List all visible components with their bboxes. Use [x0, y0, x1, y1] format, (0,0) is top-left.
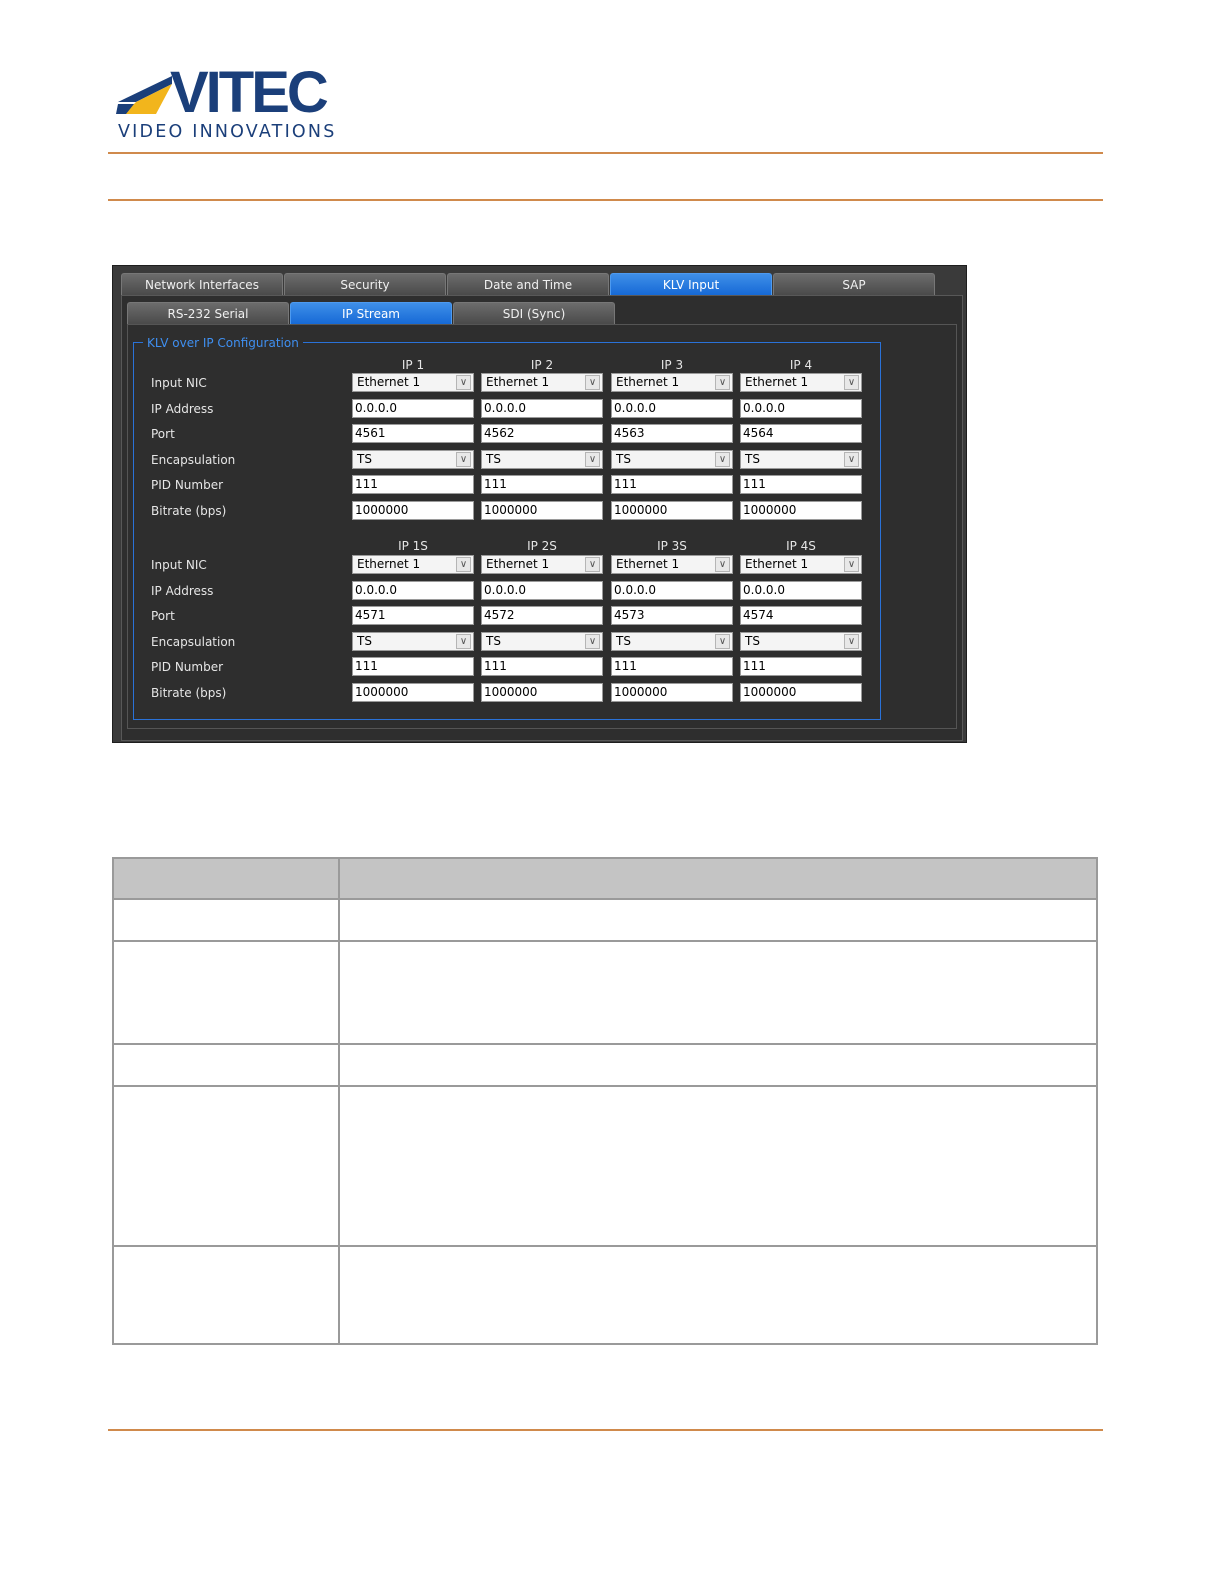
table-row: [114, 1087, 1096, 1247]
input-value: 0.0.0.0: [355, 582, 397, 597]
ip-address-input[interactable]: [352, 399, 474, 418]
table-cell: [114, 1087, 340, 1245]
ip-address-input[interactable]: [740, 399, 862, 418]
select-value: Ethernet 1: [745, 557, 809, 571]
input-value: 111: [484, 477, 507, 492]
table-cell: [340, 1087, 1096, 1245]
input-value: 0.0.0.0: [743, 582, 785, 597]
parameter-table: [112, 857, 1098, 1345]
subtab-sdi-sync-[interactable]: SDI (Sync): [453, 302, 615, 324]
input-value: 111: [484, 659, 507, 674]
input-value: 0.0.0.0: [355, 400, 397, 415]
chevron-down-icon[interactable]: ∨: [456, 452, 471, 467]
chevron-down-icon[interactable]: ∨: [585, 634, 600, 649]
port-input[interactable]: [611, 606, 733, 625]
chevron-down-icon[interactable]: ∨: [715, 375, 730, 390]
tab-network-interfaces[interactable]: Network Interfaces: [121, 273, 283, 295]
pid-number-input[interactable]: [481, 475, 603, 494]
select-value: TS: [357, 451, 372, 466]
select-value: TS: [745, 451, 760, 466]
table-row: [114, 1247, 1096, 1343]
input-value: 1000000: [614, 503, 668, 517]
input-value: 4574: [743, 608, 774, 623]
input-value: 111: [743, 477, 766, 492]
column-header: IP 2: [530, 358, 554, 372]
input-nic-select[interactable]: [740, 555, 862, 574]
ip-address-label: IP Address: [151, 401, 214, 416]
chevron-down-icon[interactable]: ∨: [585, 557, 600, 572]
input-value: 1000000: [355, 503, 409, 517]
pid-number-input[interactable]: [611, 657, 733, 676]
input-value: 4573: [614, 608, 645, 623]
select-value: Ethernet 1: [357, 375, 421, 389]
table-cell: [114, 942, 340, 1043]
encapsulation-select[interactable]: [611, 450, 733, 469]
table-cell: [340, 942, 1096, 1043]
input-nic-select[interactable]: [740, 373, 862, 392]
pid-number-label: PID Number: [151, 660, 224, 675]
bitrate-input[interactable]: [611, 501, 733, 520]
chevron-down-icon[interactable]: ∨: [456, 375, 471, 390]
chevron-down-icon[interactable]: ∨: [844, 557, 859, 572]
input-value: 4571: [355, 608, 386, 623]
port-input[interactable]: [481, 424, 603, 443]
pid-number-label: PID Number: [151, 478, 224, 493]
select-value: TS: [745, 633, 760, 648]
input-value: 4561: [355, 426, 386, 441]
input-value: 0.0.0.0: [614, 582, 656, 597]
port-input[interactable]: [740, 424, 862, 443]
bitrate-label: Bitrate (bps): [151, 686, 227, 700]
bitrate-input[interactable]: [740, 501, 862, 520]
port-input[interactable]: [352, 424, 474, 443]
column-header: IP 3: [660, 358, 684, 372]
input-value: 111: [355, 477, 378, 492]
bitrate-input[interactable]: [611, 683, 733, 702]
table-cell: [114, 900, 340, 940]
bitrate-input[interactable]: [352, 501, 474, 520]
table-header-cell: [114, 859, 340, 898]
table-cell: [340, 1247, 1096, 1343]
pid-number-input[interactable]: [481, 657, 603, 676]
chevron-down-icon[interactable]: ∨: [456, 634, 471, 649]
table-row: [114, 900, 1096, 942]
encapsulation-select[interactable]: [352, 632, 474, 651]
select-value: TS: [357, 633, 372, 648]
input-nic-select[interactable]: [481, 555, 603, 574]
input-value: 0.0.0.0: [484, 582, 526, 597]
chevron-down-icon[interactable]: ∨: [715, 557, 730, 572]
column-header: IP 1S: [398, 539, 428, 553]
table-cell: [114, 1247, 340, 1343]
chevron-down-icon[interactable]: ∨: [844, 452, 859, 467]
pid-number-input[interactable]: [611, 475, 733, 494]
tab-klv-input[interactable]: KLV Input: [610, 273, 772, 295]
bitrate-input[interactable]: [740, 683, 862, 702]
tab-sap[interactable]: SAP: [773, 273, 935, 295]
input-value: 1000000: [743, 503, 797, 517]
input-nic-label: Input NIC: [151, 376, 207, 390]
vitec-swoosh-icon: [116, 72, 174, 116]
ip-address-input[interactable]: [352, 581, 474, 600]
table-cell: [340, 900, 1096, 940]
input-value: 1000000: [614, 685, 668, 699]
column-header: IP 4: [789, 358, 813, 372]
input-nic-select[interactable]: [352, 555, 474, 574]
input-nic-select[interactable]: [352, 373, 474, 392]
table-cell: [114, 1045, 340, 1085]
subtab-ip-stream[interactable]: IP Stream: [290, 302, 452, 324]
klv-ip-config-screenshot: [112, 265, 967, 743]
ip-address-label: IP Address: [151, 583, 214, 598]
chevron-down-icon[interactable]: ∨: [585, 375, 600, 390]
input-value: 0.0.0.0: [484, 400, 526, 415]
input-value: 111: [614, 477, 637, 492]
input-nic-label: Input NIC: [151, 558, 207, 572]
input-value: 1000000: [743, 685, 797, 699]
port-label: Port: [151, 427, 175, 442]
input-nic-select[interactable]: [611, 373, 733, 392]
header-rule: [108, 152, 1103, 154]
select-value: TS: [616, 633, 631, 648]
input-value: 1000000: [484, 503, 538, 517]
input-value: 111: [614, 659, 637, 674]
groupbox-title: KLV over IP Configuration: [143, 336, 303, 350]
table-row: [114, 1045, 1096, 1087]
chevron-down-icon[interactable]: ∨: [844, 375, 859, 390]
tab-security[interactable]: Security: [284, 273, 446, 295]
bitrate-label: Bitrate (bps): [151, 504, 227, 518]
pid-number-input[interactable]: [740, 475, 862, 494]
ip-address-input[interactable]: [481, 399, 603, 418]
encapsulation-select[interactable]: [611, 632, 733, 651]
logo-wordmark: VITEC: [170, 60, 326, 125]
logo-tagline: VIDEO INNOVATIONS: [118, 122, 337, 142]
pid-number-input[interactable]: [352, 657, 474, 676]
tab-date-and-time[interactable]: Date and Time: [447, 273, 609, 295]
column-header: IP 2S: [527, 539, 557, 553]
ip-address-input[interactable]: [611, 399, 733, 418]
pid-number-input[interactable]: [740, 657, 862, 676]
vitec-logo: [116, 60, 346, 146]
select-value: Ethernet 1: [616, 375, 680, 389]
input-value: 0.0.0.0: [614, 400, 656, 415]
port-label: Port: [151, 609, 175, 624]
encapsulation-select[interactable]: [481, 450, 603, 469]
encapsulation-label: Encapsulation: [151, 452, 236, 467]
input-value: 4564: [743, 426, 774, 441]
encapsulation-select[interactable]: [352, 450, 474, 469]
input-value: 1000000: [484, 685, 538, 699]
select-value: TS: [486, 451, 501, 466]
port-input[interactable]: [611, 424, 733, 443]
bitrate-input[interactable]: [352, 683, 474, 702]
input-value: 0.0.0.0: [743, 400, 785, 415]
encapsulation-label: Encapsulation: [151, 634, 236, 649]
column-header: IP 1: [401, 358, 425, 372]
column-header: IP 3S: [657, 539, 687, 553]
ip-address-input[interactable]: [481, 581, 603, 600]
select-value: Ethernet 1: [357, 557, 421, 571]
input-value: 111: [743, 659, 766, 674]
encapsulation-select[interactable]: [740, 632, 862, 651]
select-value: TS: [616, 451, 631, 466]
ip-address-input[interactable]: [740, 581, 862, 600]
input-nic-select[interactable]: [611, 555, 733, 574]
input-value: 4563: [614, 426, 645, 441]
subtab-rs-232-serial[interactable]: RS-232 Serial: [127, 302, 289, 324]
pid-number-input[interactable]: [352, 475, 474, 494]
encapsulation-select[interactable]: [481, 632, 603, 651]
input-value: 111: [355, 659, 378, 674]
input-nic-select[interactable]: [481, 373, 603, 392]
encapsulation-select[interactable]: [740, 450, 862, 469]
select-value: Ethernet 1: [486, 557, 550, 571]
input-value: 1000000: [355, 685, 409, 699]
table-header-row: [114, 859, 1096, 900]
chevron-down-icon[interactable]: ∨: [715, 634, 730, 649]
column-header: IP 4S: [786, 539, 816, 553]
chevron-down-icon[interactable]: ∨: [844, 634, 859, 649]
select-value: Ethernet 1: [486, 375, 550, 389]
port-input[interactable]: [352, 606, 474, 625]
bitrate-input[interactable]: [481, 501, 603, 520]
ip-address-input[interactable]: [611, 581, 733, 600]
select-value: Ethernet 1: [616, 557, 680, 571]
bitrate-input[interactable]: [481, 683, 603, 702]
table-row: [114, 942, 1096, 1045]
input-value: 4562: [484, 426, 515, 441]
section-rule: [108, 199, 1103, 201]
select-value: TS: [486, 633, 501, 648]
port-input[interactable]: [481, 606, 603, 625]
chevron-down-icon[interactable]: ∨: [585, 452, 600, 467]
select-value: Ethernet 1: [745, 375, 809, 389]
input-value: 4572: [484, 608, 515, 623]
table-header-cell: [340, 859, 1096, 898]
chevron-down-icon[interactable]: ∨: [715, 452, 730, 467]
footer-rule: [108, 1429, 1103, 1431]
port-input[interactable]: [740, 606, 862, 625]
table-cell: [340, 1045, 1096, 1085]
chevron-down-icon[interactable]: ∨: [456, 557, 471, 572]
